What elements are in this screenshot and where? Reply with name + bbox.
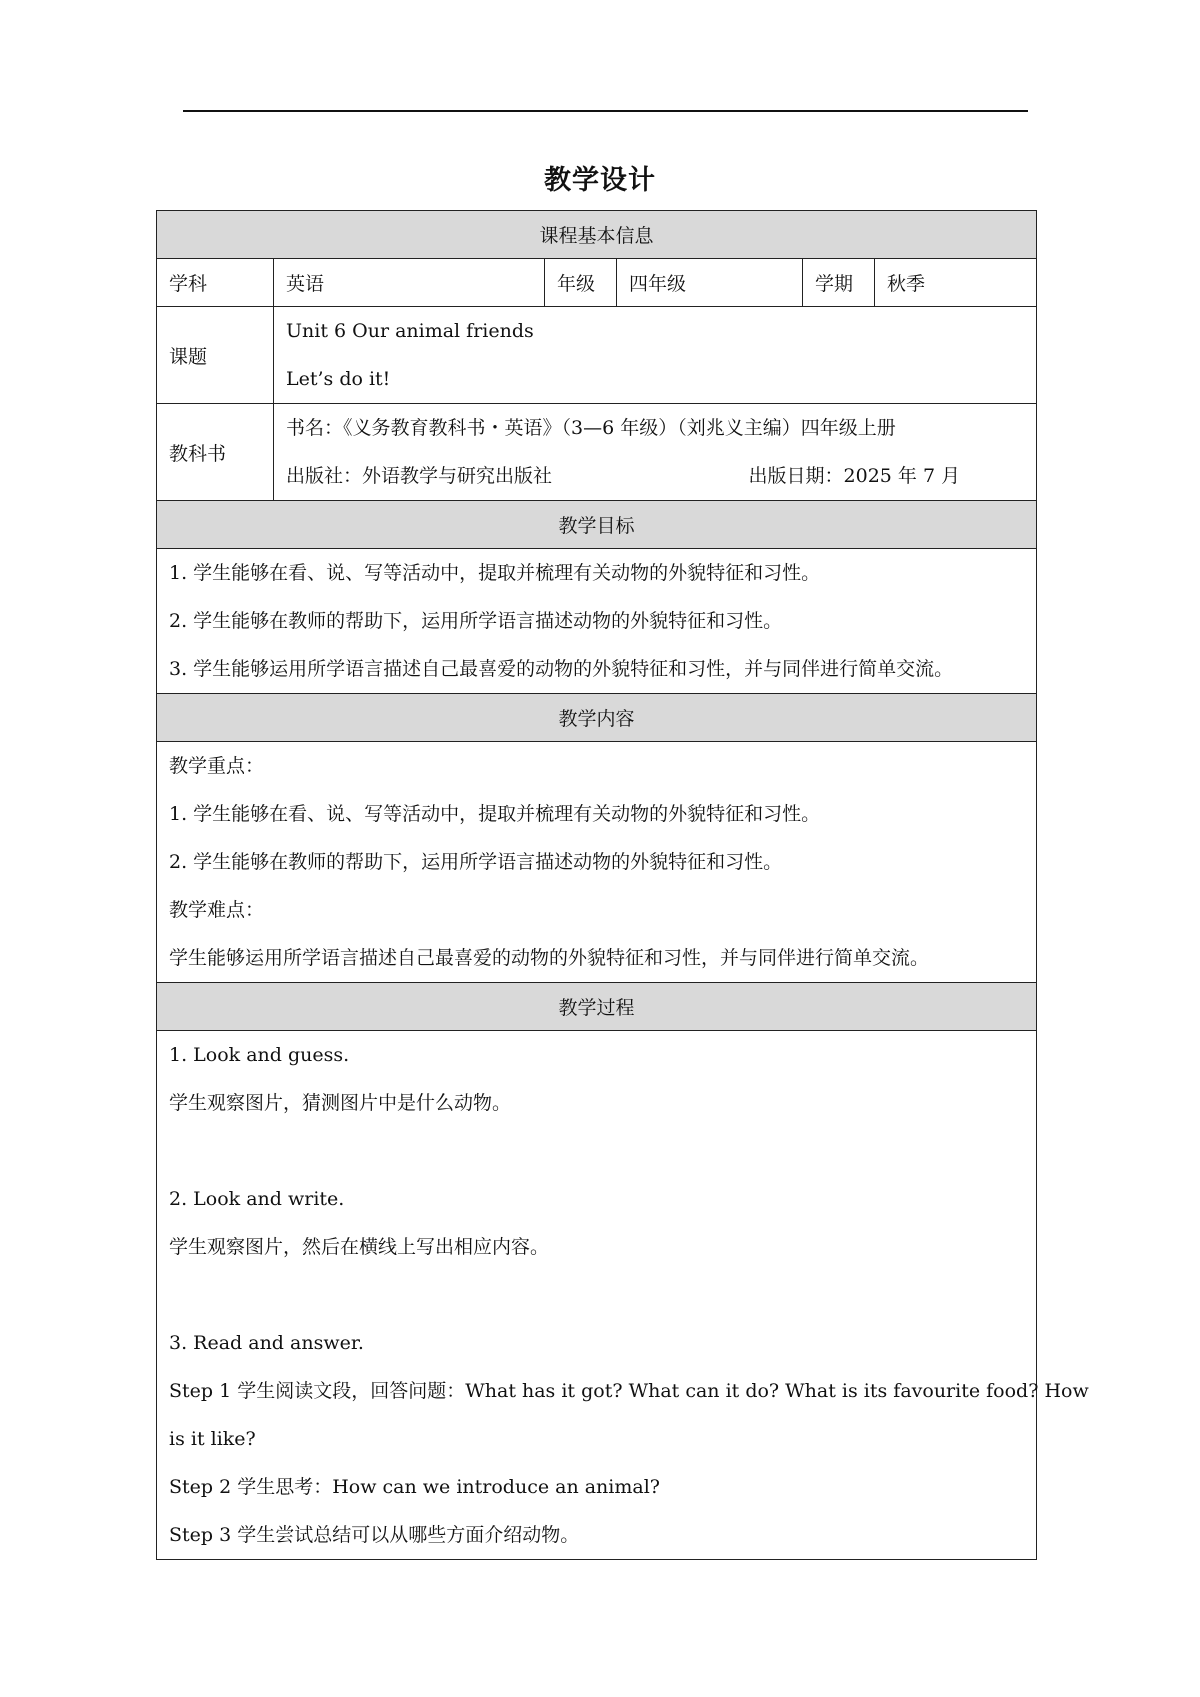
objectives-body <box>157 549 1037 694</box>
difficulty-text: 学生能够运用所学语言描述自己最喜爱的动物的外貌特征和习性，并与同伴进行简单交流。 <box>169 947 930 969</box>
step3-sub3: Step 3 学生尝试总结可以从哪些方面介绍动物。 <box>169 1524 580 1546</box>
textbook-value <box>274 404 1037 501</box>
publisher: 出版社：外语教学与研究出版社 <box>286 465 553 487</box>
step3-sub1-line1: Step 1 学生阅读文段，回答问题：What has it got? What can it do? What is its favourite food? How <box>169 1380 1089 1402</box>
subject-value: 英语 <box>274 259 545 307</box>
objectives-row <box>157 549 1037 694</box>
step2-text: 学生观察图片，然后在横线上写出相应内容。 <box>169 1236 550 1258</box>
textbook-name: 书名：《义务教育教科书・英语》（3—6 年级）（刘兆义主编）四年级上册 <box>286 417 896 439</box>
content-body <box>157 742 1037 983</box>
lesson-plan-table <box>156 210 1089 1560</box>
step3-title: 3. Read and answer. <box>169 1332 364 1354</box>
textbook-label: 教科书 <box>157 404 274 501</box>
topic-value <box>274 307 1037 404</box>
step1-title: 1. Look and guess. <box>169 1044 350 1066</box>
content-row <box>157 742 1037 983</box>
step1-text: 学生观察图片，猜测图片中是什么动物。 <box>169 1092 512 1114</box>
grade-value: 四年级 <box>617 259 803 307</box>
section-title-basic-info: 课程基本信息 <box>157 211 1037 259</box>
term-label: 学期 <box>803 259 875 307</box>
step2-title: 2. Look and write. <box>169 1188 345 1210</box>
process-body <box>157 1031 1089 1560</box>
objective-item: 3. 学生能够运用所学语言描述自己最喜爱的动物的外貌特征和习性，并与同伴进行简单交流。 <box>169 658 954 680</box>
step3-sub2: Step 2 学生思考：How can we introduce an animal? <box>169 1476 660 1498</box>
publisher-row <box>286 452 1024 500</box>
topic-label: 课题 <box>157 307 274 404</box>
key-point-item: 2. 学生能够在教师的帮助下，运用所学语言描述动物的外貌特征和习性。 <box>169 851 783 873</box>
textbook-row <box>157 404 1037 501</box>
topic-row <box>157 307 1037 404</box>
header-rule <box>183 110 1028 112</box>
topic-line-unit: Unit 6 Our animal friends <box>286 320 534 342</box>
section-title-content: 教学内容 <box>157 694 1037 742</box>
blank-line <box>169 1127 1024 1175</box>
step3-sub1-line2: is it like? <box>169 1428 256 1450</box>
difficulty-label: 教学难点： <box>169 899 265 921</box>
grade-label: 年级 <box>545 259 617 307</box>
subject-label: 学科 <box>157 259 274 307</box>
process-row <box>157 1031 1037 1560</box>
key-point-item: 1. 学生能够在看、说、写等活动中，提取并梳理有关动物的外貌特征和习性。 <box>169 803 821 825</box>
page-title: 教学设计 <box>544 165 656 196</box>
section-title-objectives: 教学目标 <box>157 501 1037 549</box>
objective-item: 2. 学生能够在教师的帮助下，运用所学语言描述动物的外貌特征和习性。 <box>169 610 783 632</box>
topic-line-lesson: Let’s do it! <box>286 368 391 390</box>
section-content <box>157 694 1037 742</box>
section-title-process: 教学过程 <box>157 983 1037 1031</box>
key-points-label: 教学重点： <box>169 755 265 777</box>
section-process <box>157 983 1037 1031</box>
section-objectives <box>157 501 1037 549</box>
objective-item: 1. 学生能够在看、说、写等活动中，提取并梳理有关动物的外貌特征和习性。 <box>169 562 821 584</box>
blank-line <box>169 1271 1024 1319</box>
publish-date: 出版日期：2025 年 7 月 <box>748 465 961 487</box>
term-value: 秋季 <box>875 259 1037 307</box>
subject-row <box>157 259 1037 307</box>
section-basic-info <box>157 211 1037 259</box>
